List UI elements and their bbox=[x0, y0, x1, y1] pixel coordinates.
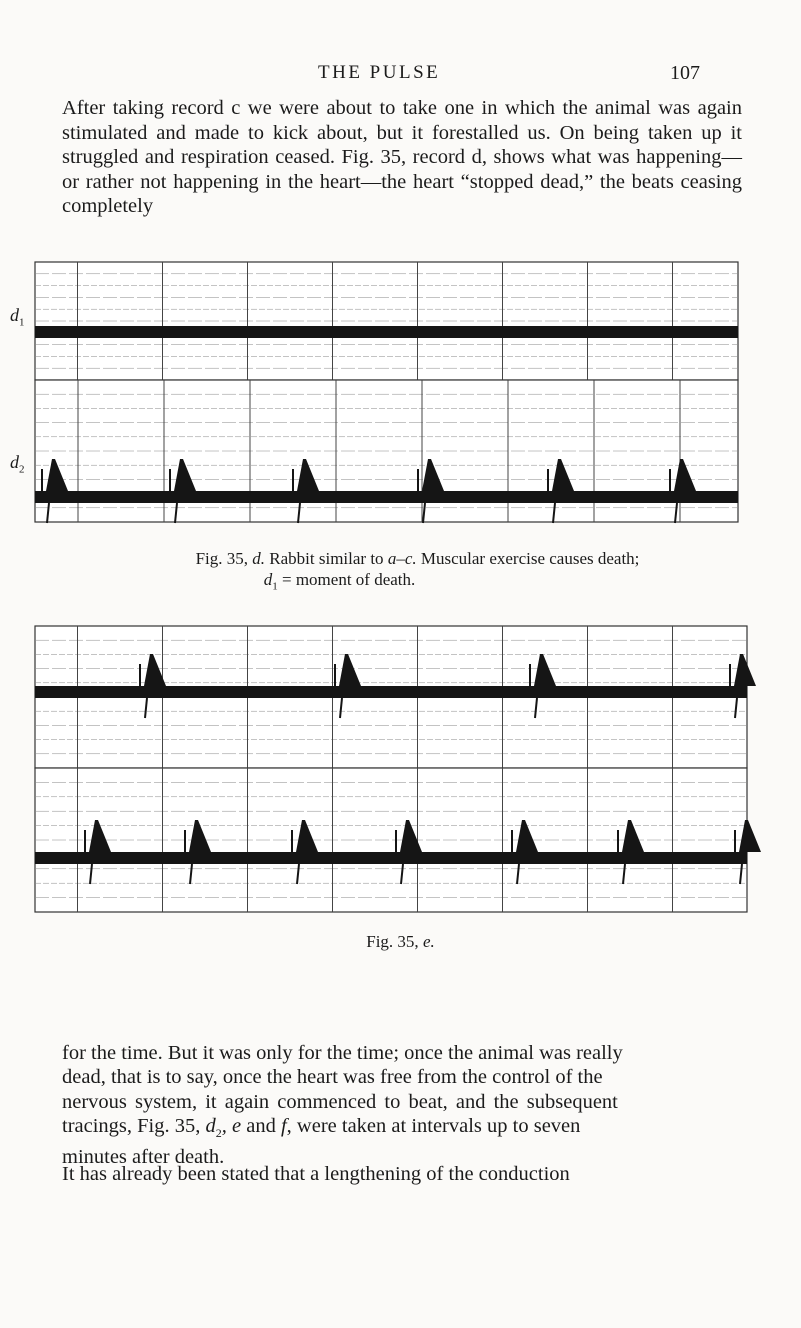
body-paragraph-2: for the time. But it was only for the time; once the animal was really dead, that is to say, once the heart was free from the control of the nervous system, it again commenced to beat, and the subsequent tracings, Fig. 35, $d_2$, e and f, were taken at intervals up to seven minutes after death. bbox=[62, 1042, 623, 1169]
figure-35-e bbox=[0, 560, 801, 920]
figure-35-d bbox=[0, 0, 801, 540]
figure-d-caption: Fig. 35, d. Rabbit similar to a–c. Muscular exercise causes death; $d_1$ = moment of death. bbox=[195, 549, 640, 593]
figure-e-caption: Fig. 35, e. bbox=[366, 932, 435, 951]
trace-label-d1: $d_1$ bbox=[10, 305, 25, 329]
body-paragraph-1: After taking record c we were about to take one in which the animal was again stimulated and made to kick about, but it forestalled us. On being taken up it struggled and respiration ceased. Fig. 35, record d, shows what was happening—or rather not happening in the heart—the heart “stopped dead,” the beats ceasing completely bbox=[62, 97, 742, 217]
tracing-strip-d1 bbox=[35, 262, 738, 380]
trace-label-d2: $d_2$ bbox=[10, 452, 25, 476]
running-title: THE PULSE bbox=[318, 62, 441, 83]
tracing-strip-e1 bbox=[35, 626, 756, 768]
tracing-strip-e2 bbox=[35, 768, 761, 912]
page-number: 107 bbox=[670, 62, 700, 84]
body-paragraph-3: It has already been stated that a lengthening of the conduction bbox=[62, 1163, 570, 1185]
tracing-strip-d2 bbox=[35, 380, 738, 523]
